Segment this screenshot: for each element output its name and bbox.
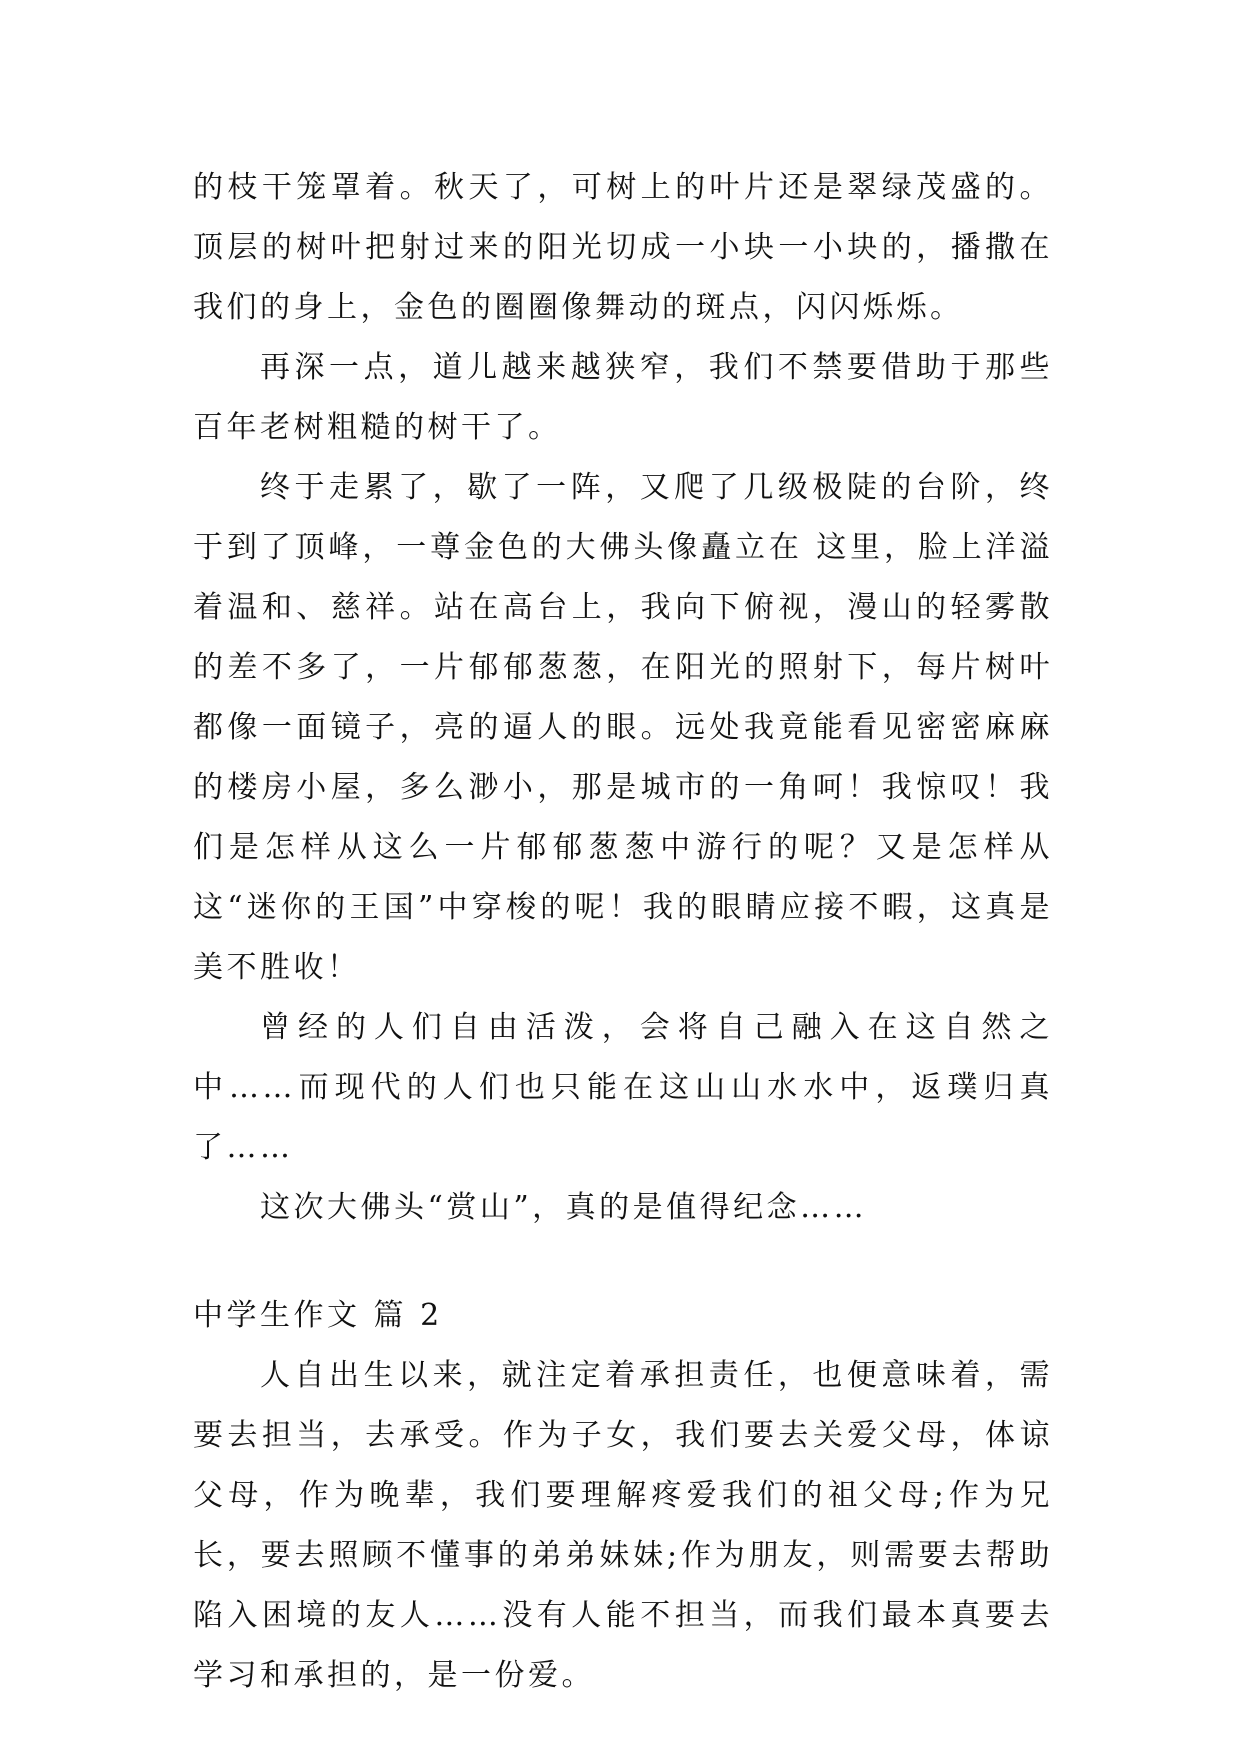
section-gap (193, 1238, 1053, 1286)
paragraph: 人自出生以来，就注定着承担责任，也便意味着，需要去担当，去承受。作为子女，我们要去关爱父母，体谅父母，作为晚辈，我们要理解疼爱我们的祖父母;作为兄长，要去照顾不懂事的弟弟妹妹;作为朋友，则需要去帮助陷入困境的友人……没有人能不担当，而我们最本真要去学习和承担的，是一份爱。 (193, 1358, 1053, 1693)
document-body (193, 158, 1053, 1706)
paragraph: 这次大佛头“赏山”，真的是值得纪念…… (260, 1190, 868, 1225)
paragraph: 终于走累了，歇了一阵，又爬了几级极陡的台阶，终于到了顶峰，一尊金色的大佛头像矗立在 这里，脸上洋溢着温和、慈祥。站在高台上，我向下俯视，漫山的轻雾散的差不多了，一片郁郁葱葱，在阳光的照射下，每片树叶都像一面镜子，亮的逼人的眼。远处我竟能看见密密麻麻的楼房小屋，多么渺小，那是城市的一角呵！我惊叹！我们是怎样从这么一片郁郁葱葱中游行的呢？又是怎样从这“迷你的王国”中穿梭的呢！我的眼睛应接不暇，这真是美不胜收！ (193, 470, 1053, 985)
section-heading: 中学生作文 篇 2 (193, 1298, 443, 1333)
paragraph: 曾经的人们自由活泼，会将自己融入在这自然之中……而现代的人们也只能在这山山水水中，返璞归真了…… (193, 1010, 1053, 1165)
paragraph-continued: 的枝干笼罩着。秋天了，可树上的叶片还是翠绿茂盛的。顶层的树叶把射过来的阳光切成一小块一小块的，播撒在我们的身上，金色的圈圈像舞动的斑点，闪闪烁烁。 (193, 170, 1053, 325)
paragraph: 再深一点，道儿越来越狭窄，我们不禁要借助于那些百年老树粗糙的树干了。 (193, 350, 1053, 445)
